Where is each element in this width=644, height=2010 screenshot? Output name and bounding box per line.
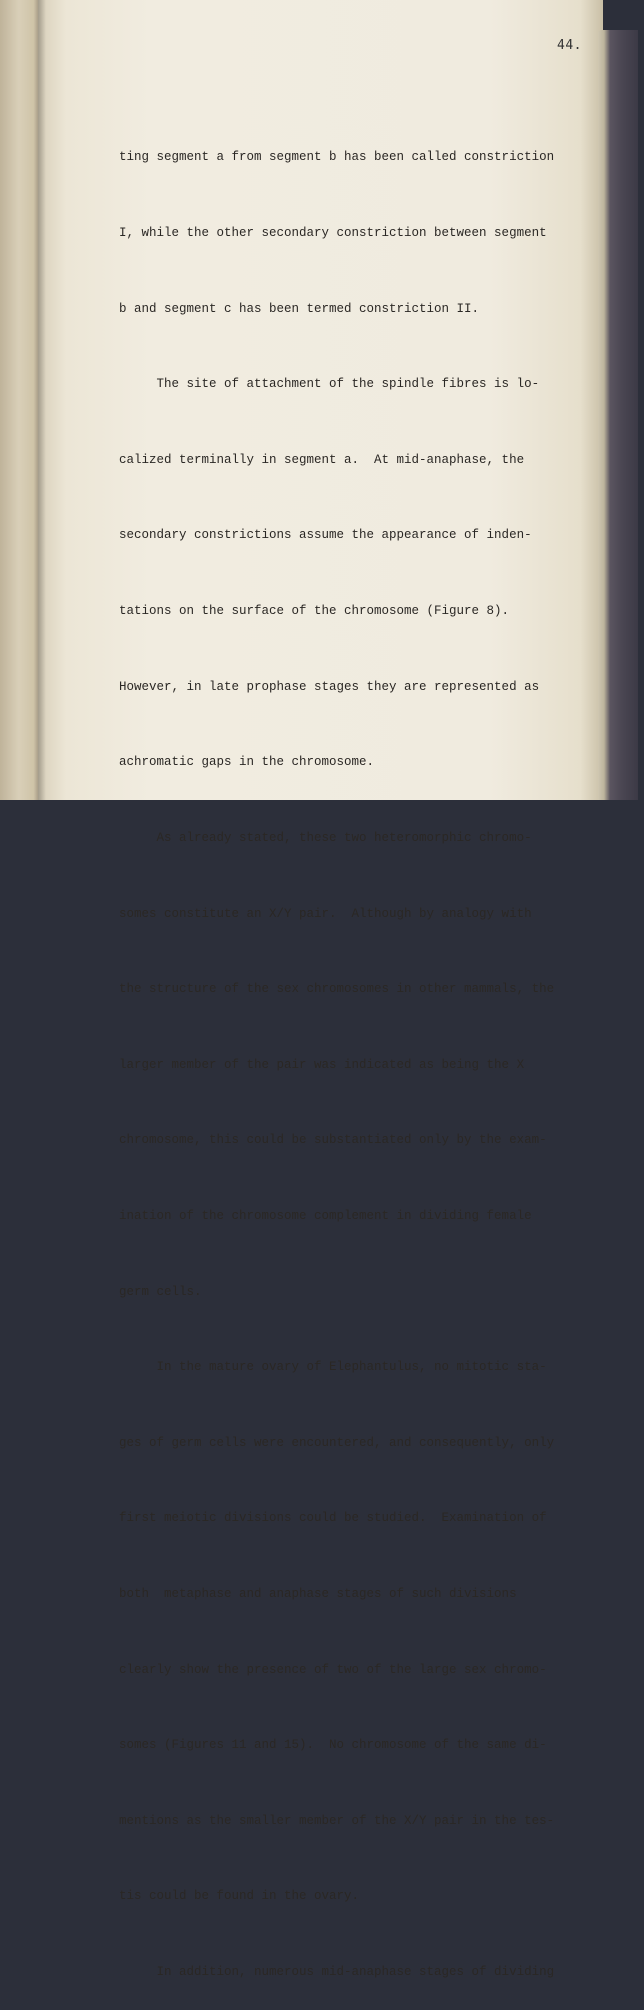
text-line: larger member of the pair was indicated as being the X [119, 1057, 525, 1072]
text-line: somes constitute an X/Y pair. Although by analogy with [119, 906, 532, 921]
text-line: I, while the other secondary constriction between segment [119, 226, 547, 241]
text-line: tis could be found in the ovary. [119, 1889, 360, 1904]
text-line: clearly show the presence of two of the large sex chromo- [119, 1662, 547, 1677]
text-line: However, in late prophase stages they are represented as [119, 679, 540, 694]
text-line: both metaphase and anaphase stages of such divisions [119, 1586, 517, 1601]
body-text [119, 95, 559, 2010]
text-line: The site of attachment of the spindle fibres is lo- [119, 377, 540, 392]
text-line: mentions as the smaller member of the X/Y pair in the tes- [119, 1813, 555, 1828]
text-line: In the mature ovary of Elephantulus, no mitotic sta- [119, 1360, 547, 1375]
text-line: ination of the chromosome complement in dividing female [119, 1208, 532, 1223]
text-line: chromosome, this could be substantiated only by the exam- [119, 1133, 547, 1148]
page-number: 44. [557, 38, 582, 53]
text-line: tations on the surface of the chromosome (Figure 8). [119, 604, 510, 619]
text-line: b and segment c has been termed constriction II. [119, 301, 480, 316]
facing-page-bleed-through [0, 330, 36, 780]
book-cover-edge [598, 30, 638, 800]
text-line: As already stated, these two heteromorphic chromo- [119, 830, 532, 845]
text-line: secondary constrictions assume the appearance of inden- [119, 528, 532, 543]
text-line: ges of germ cells were encountered, and consequently, only [119, 1435, 555, 1450]
text-line: In addition, numerous mid-anaphase stages of dividing [119, 1965, 555, 1980]
text-line: germ cells. [119, 1284, 202, 1299]
page-gutter-shadow [38, 0, 46, 800]
text-line: ting segment a from segment b has been called constriction [119, 150, 555, 165]
text-line: the structure of the sex chromosomes in other mammals, the [119, 982, 555, 997]
text-line: first meiotic divisions could be studied. Examination of [119, 1511, 547, 1526]
text-line: calized terminally in segment a. At mid-anaphase, the [119, 452, 525, 467]
text-line: somes (Figures 11 and 15). No chromosome of the same di- [119, 1738, 547, 1753]
text-line: achromatic gaps in the chromosome. [119, 755, 375, 770]
